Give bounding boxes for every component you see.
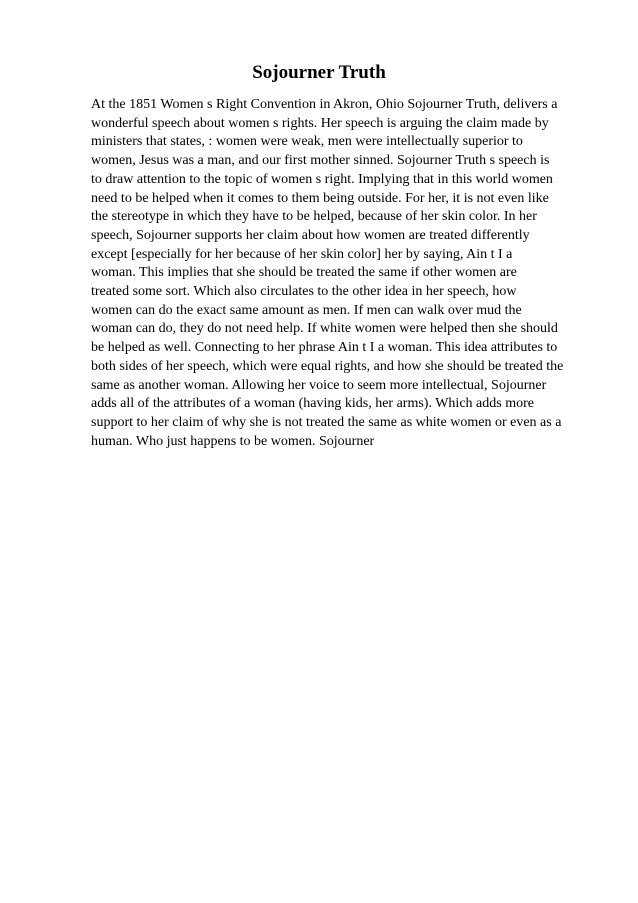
- body-line: treated some sort. Which also circulates to the other idea in her speech, how: [91, 284, 517, 300]
- body-line: support to her claim of why she is not treated the same as white women or even as a: [91, 414, 562, 430]
- body-line: woman can do, they do not need help. If white women were helped then she should: [91, 321, 558, 337]
- body-line: At the 1851 Women s Right Convention in Akron, Ohio Sojourner Truth, delivers a: [91, 97, 558, 112]
- body-line: women, Jesus was a man, and our first mother sinned. Sojourner Truth s speech is: [91, 153, 550, 169]
- body-line: woman. This implies that she should be treated the same if other women are: [91, 265, 517, 281]
- body-line: be helped as well. Connecting to her phrase Ain t I a woman. This idea attributes to: [91, 340, 558, 356]
- document-body: [91, 96, 564, 451]
- body-line: need to be helped when it comes to them being outside. For her, it is not even like: [91, 190, 549, 206]
- body-line: wonderful speech about women s rights. Her speech is arguing the claim made by: [91, 115, 549, 131]
- body-line: except [especially for her because of her skin color] her by saying, Ain t I a: [91, 246, 513, 262]
- body-line: adds all of the attributes of a woman (having kids, her arms). Which adds more: [91, 396, 534, 412]
- body-line: speech, Sojourner supports her claim about how women are treated differently: [91, 227, 530, 243]
- body-line: same as another woman. Allowing her voice to seem more intellectual, Sojourner: [91, 377, 547, 393]
- body-line: women can do the exact same amount as men. If men can walk over mud the: [91, 302, 522, 318]
- body-line: to draw attention to the topic of women s right. Implying that in this world women: [91, 171, 553, 187]
- body-line: the stereotype in which they have to be helped, because of her skin color. In her: [91, 209, 537, 225]
- body-line: ministers that states, : women were weak, men were intellectually superior to: [91, 134, 523, 150]
- document-title: Sojourner Truth: [252, 62, 386, 83]
- body-line: human. Who just happens to be women. Sojourner: [91, 433, 375, 449]
- body-line: both sides of her speech, which were equal rights, and how she should be treated the: [91, 358, 564, 374]
